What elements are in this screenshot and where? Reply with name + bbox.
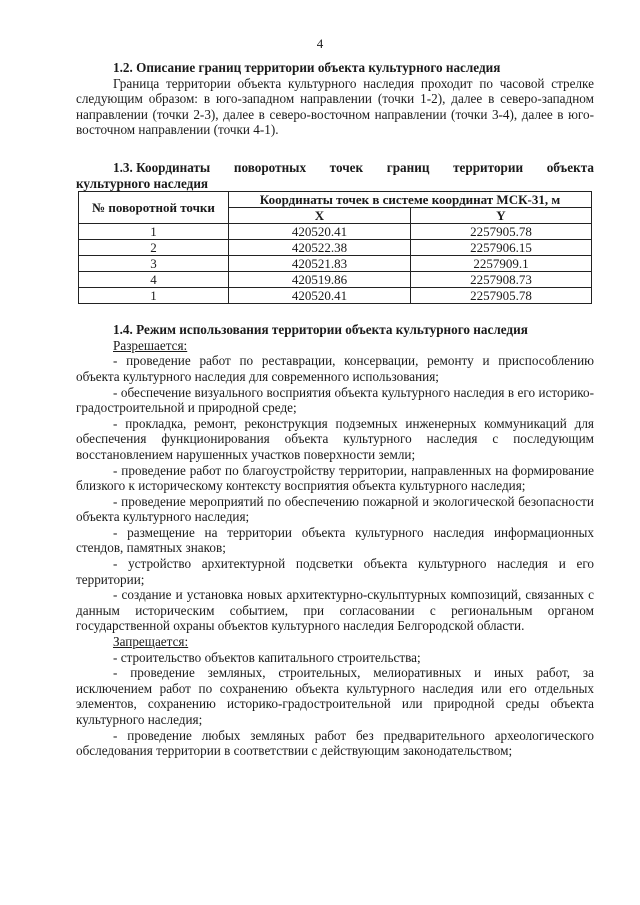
allowed-item: - размещение на территории объекта культурного наследия информационных стендов, памятных знаков;	[76, 524, 594, 556]
cell-x: 420522.38	[229, 240, 411, 256]
title-word: точек	[329, 159, 364, 175]
cell-y: 2257905.78	[411, 224, 592, 240]
section-1-4	[76, 322, 594, 759]
cell-point: 2	[79, 240, 229, 256]
title-word: границ	[386, 159, 430, 175]
section-1-2-text: Граница территории объекта культурного наследия проходит по часовой стрелке следующим образом: в юго-западном направлении (точки 1-2), далее в северо-западном направлении (точки 2-3), далее в северо-восточном направлении (точки 3-4), далее в юго-восточном направлении (точки 4-1).	[76, 75, 594, 138]
page-number: 4	[316, 36, 324, 51]
col-point-header: № поворотной точки	[79, 192, 229, 224]
cell-point: 4	[79, 272, 229, 288]
table-row	[79, 272, 592, 288]
section-1-4-title: 1.4. Режим использования территории объекта культурного наследия	[113, 322, 528, 338]
cell-point: 3	[79, 256, 229, 272]
section-1-3-title	[76, 160, 594, 176]
cell-x: 420520.41	[229, 288, 411, 304]
cell-point: 1	[79, 224, 229, 240]
allowed-item: - устройство архитектурной подсветки объекта культурного наследия и его территории;	[76, 556, 594, 587]
cell-y: 2257906.15	[411, 240, 592, 256]
table-row	[79, 240, 592, 256]
forbidden-label: Запрещается:	[113, 634, 189, 650]
cell-x: 420519.86	[229, 272, 411, 288]
section-1-3	[76, 160, 594, 304]
cell-y: 2257909.1	[411, 256, 592, 272]
cell-x: 420520.41	[229, 224, 411, 240]
allowed-item: - проведение работ по реставрации, консервации, ремонту и приспособлению объекта культурного наследия для современного использования;	[76, 353, 594, 384]
table-row	[79, 256, 592, 272]
section-1-2-title: 1.2. Описание границ территории объекта культурного наследия	[113, 60, 501, 75]
allowed-item: - обеспечение визуального восприятия объекта культурного наследия в его историко-градостроительной и природной среде;	[76, 384, 594, 416]
title-word: объекта	[546, 159, 594, 175]
allowed-label: Разрешается:	[113, 337, 188, 353]
title-word: 1.3. Координаты	[113, 159, 211, 175]
forbidden-item: - проведение любых земляных работ без предварительного археологического обследования территории в соответствии с действующим законодательством;	[76, 727, 594, 759]
table-row	[79, 224, 592, 240]
x-header: X	[229, 208, 411, 224]
coordinates-table	[78, 191, 592, 304]
allowed-item: - проведение работ по благоустройству территории, направленных на формирование близкого к историческому контексту восприятия объекта культурного наследия;	[76, 462, 594, 494]
title-word: поворотных	[233, 159, 307, 175]
cell-x: 420521.83	[229, 256, 411, 272]
allowed-item: - прокладка, ремонт, реконструкция подземных инженерных коммуникаций для обеспечения функционирования объекта культурного наследия с последующим восстановлением нарушенных участков поверхности земли;	[76, 415, 594, 462]
cell-point: 1	[79, 288, 229, 304]
cell-y: 2257908.73	[411, 272, 592, 288]
forbidden-item: - проведение земляных, строительных, мелиоративных и иных работ, за исключением работ по сохранению объекта культурного наследия или его отдельных элементов, сохранению историко-градостроительной или природной среды объекта культурного наследия;	[76, 665, 594, 727]
page-content	[76, 60, 594, 759]
y-header: Y	[411, 208, 592, 224]
section-1-3-title-cont: культурного наследия	[76, 175, 209, 191]
allowed-item: - создание и установка новых архитектурно-скульптурных композиций, связанных с данным историческим событием, при согласовании с региональным органом государственной охраны объектов культурного наследия Белгородской области.	[76, 587, 594, 634]
cell-y: 2257905.78	[411, 288, 592, 304]
coords-header: Координаты точек в системе координат МСК-31, м	[229, 192, 592, 208]
allowed-item: - проведение мероприятий по обеспечению пожарной и экологической безопасности объекта культурного наследия;	[76, 493, 594, 525]
title-word: территории	[453, 159, 524, 175]
forbidden-item: - строительство объектов капитального строительства;	[113, 649, 421, 665]
table-row	[79, 288, 592, 304]
